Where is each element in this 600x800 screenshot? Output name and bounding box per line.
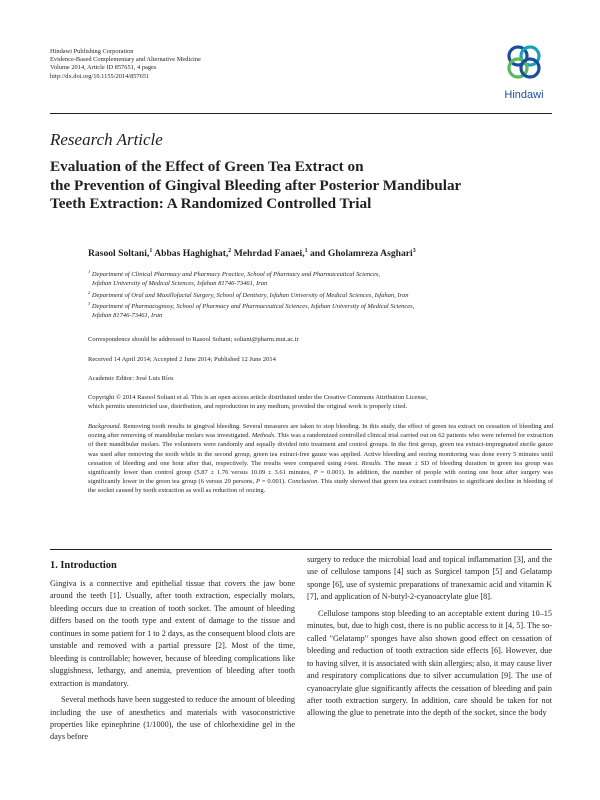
- author-affil-ref[interactable]: 2: [228, 248, 232, 254]
- title-line: the Prevention of Gingival Bleeding after Posterior Mandibular: [50, 176, 462, 194]
- author-name[interactable]: Gholamreza Asghari: [327, 248, 413, 260]
- abstract-italic: P: [256, 478, 261, 486]
- title-line: Evaluation of the Effect of Green Tea Extract on: [50, 158, 364, 175]
- doi-link[interactable]: http://dx.doi.org/10.1155/2014/857651: [50, 72, 150, 80]
- affil-line: Department of Clinical Pharmacy and Pharmacy Practice, School of Pharmacy and Pharmaceutical Sciences,: [91, 271, 381, 279]
- abstract-label: Results.: [361, 459, 383, 467]
- section-divider: [50, 549, 552, 550]
- paragraph: Cellulose tampons stop bleeding to an acceptable extent during 10–15 minutes, but, due to high cost, there is no public access to it [4, 5]. The so-called "Gelatamp" sponges have also shown good effect on cessation of bleeding and reduction of tooth extraction side effects [6]. However, due to having silver, it is associated with skin allergies; also, it may cause liver and respiratory complications due to silver accumulation [9]. The use of cyanoacrylate glue significantly affects the cessation of bleeding and pain after tooth extraction surgery. In addition, care should be taken for not allowing the glue to penetrate into the depth of the socket, since the body: [307, 608, 552, 718]
- author-name[interactable]: Abbas Haghighat,: [154, 248, 229, 260]
- journal-name: Evidence-Based Complementary and Alternative Medicine: [50, 56, 201, 64]
- abstract-text: -test.: [346, 459, 362, 467]
- copyright-notice: [88, 394, 553, 411]
- paragraph: surgery to reduce the microbial load and topical inflammation [3], and the use of cellulose tampons [4] such as Surgicel tampon [5] and Gelatamp sponge [6], use of systemic preparations of tranexamic acid and vitamin K [7], and application of N-butyl-2-cyanoacrylate glue [8].: [307, 555, 552, 602]
- author-name[interactable]: Rasool Soltani,: [88, 248, 150, 260]
- author-affil-ref[interactable]: 3: [412, 248, 416, 254]
- volume-info: Volume 2014, Article ID 857651, 4 pages: [50, 64, 157, 72]
- hindawi-rings-icon: [496, 42, 552, 82]
- author-affil-ref[interactable]: 1: [149, 248, 153, 254]
- abstract-label: Conclusion.: [287, 478, 319, 486]
- journal-header: [50, 48, 350, 81]
- abstract-text: This was a randomized controlled clinical trial carried out on 62 patients who were referred for extraction of their mandibular molars. The volunteers were randomly and equally divided into treatment and control groups. In the first group, green tea extract-impregnated sterile gauze was used after removing the tooth while in the second group, green tea extract-free gauze was applied. Active bleeding and oozing monitoring was done every 5 minutes until cessation of bleeding and one hour after that, respectively. The results were compared using: [88, 432, 553, 467]
- affil-line: Department of Oral and Maxillofacial Surgery, School of Dentistry, Isfahan University of Medical Sciences, Isfahan, Iran: [91, 291, 409, 299]
- hindawi-logo: [496, 42, 552, 104]
- copyright-line: Copyright © 2014 Rasool Soltani et al. This is an open access article distributed under the Creative Commons Attribution License,: [88, 394, 428, 401]
- abstract-text: Removing tooth results in gingival bleeding. Several measures are taken to stop bleeding. In this study, the effect of green tea extract on cessation of bleeding and oozing after removing of mandibular molars was investigated.: [88, 423, 553, 440]
- abstract-label: Background.: [88, 423, 122, 430]
- left-column: [50, 578, 295, 744]
- affil-line: Isfahan University of Medical Sciences, Isfahan 81746-73461, Iran: [92, 279, 268, 287]
- affil-number: 3: [88, 301, 91, 307]
- copyright-line: which permits unrestricted use, distribution, and reproduction in any medium, provided the original work is properly cited.: [88, 402, 408, 410]
- affiliations: [88, 268, 548, 321]
- right-column: [307, 554, 552, 720]
- section-heading: 1. Introduction: [50, 560, 117, 571]
- abstract-text: = 0.001).: [260, 478, 288, 486]
- affil-line: Isfahan 81746-73461, Iran: [92, 312, 163, 320]
- article-title: [50, 158, 555, 214]
- header-divider: [50, 113, 552, 114]
- abstract-text: The mean ± SD of bleeding duration in green tea group was significantly lower than control group (5.87 ± 1.76 versus 10.09 ± 3.61 minutes,: [88, 459, 553, 477]
- affiliation: [88, 268, 548, 289]
- paragraph: Gingiva is a connective and epithelial tissue that covers the jaw bone around the teeth [1]. Usually, after tooth extraction, especially molars, bleeding occurs due to creation of tooth socket. The amount of bleeding differs based on the tooth type and extent of damage to the tissue and continues in some patient for 1 to 2 days, as the consequent blood clots are unstable and removed with a partial pressure [2]. Most of the time, bleeding is controllable; however, because of bleeding complications like sluggishness, lethargy, and anemia, prevention of bleeding after tooth extraction is mandatory.: [50, 579, 295, 688]
- publication-dates: Received 14 April 2014; Accepted 2 June 2014; Published 12 June 2014: [88, 356, 276, 363]
- affiliation: [88, 300, 548, 321]
- abstract-italic: t: [344, 459, 347, 467]
- author-list: [88, 248, 416, 259]
- academic-editor: Academic Editor: José Luis Ríos: [88, 375, 174, 382]
- logo-text: Hindawi: [504, 89, 544, 101]
- abstract: [88, 422, 553, 496]
- article-type: Research Article: [50, 130, 163, 149]
- abstract-italic: P: [313, 469, 318, 477]
- abstract-label: Methods.: [251, 432, 276, 440]
- title-line: Teeth Extraction: A Randomized Controlled Trial: [50, 195, 372, 213]
- abstract-text: = 0.001). In addition, the number of people with oozing one hour after surgery was significantly lower in the green tea group (6 versus 29 persons,: [88, 469, 553, 486]
- abstract-text: This study showed that green tea extract contributes to significant decline in bleeding of the socket caused by tooth extraction as well as reduction of oozing.: [88, 478, 553, 495]
- correspondence: Correspondence should be addressed to Rasool Soltani; soltani@pharm.mui.ac.ir: [88, 336, 299, 343]
- affil-number: 1: [88, 269, 91, 274]
- author-separator: and: [307, 248, 328, 260]
- paragraph: Several methods have been suggested to reduce the amount of bleeding including the use of anesthetics and materials with vasoconstrictive properties like epinephrine (1/1000), the use of chlorhexidine gel in the days before: [50, 695, 295, 742]
- affil-line: Department of Pharmacognosy, School of Pharmacy and Pharmaceutical Sciences, Isfahan University of Medical Sciences,: [91, 303, 415, 311]
- publisher-name: Hindawi Publishing Corporation: [50, 48, 134, 55]
- author-affil-ref[interactable]: 1: [304, 248, 308, 254]
- author-name[interactable]: Mehrdad Fanaei,: [233, 248, 305, 260]
- affiliation: [88, 289, 548, 301]
- affil-number: 2: [88, 289, 91, 295]
